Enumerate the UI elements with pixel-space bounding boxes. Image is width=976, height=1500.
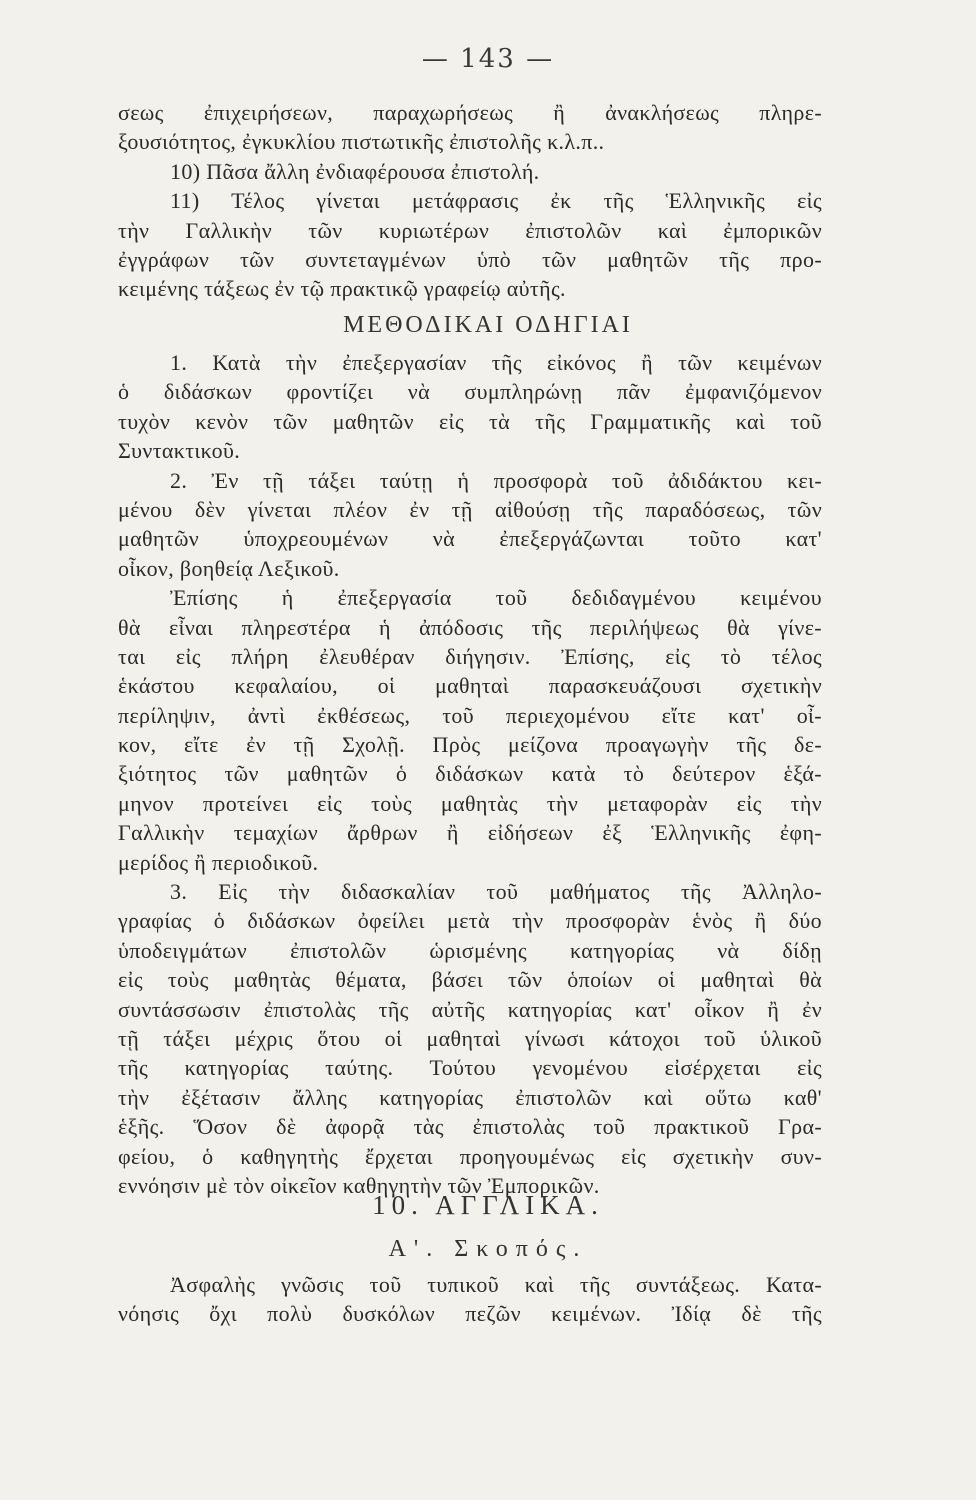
- text-line: ξουσιότητος, ἐγκυκλίου πιστωτικῆς ἐπιστολῆς κ.λ.π..: [118, 129, 605, 155]
- text-line: τῆς κατηγορίας ταύτης. Τούτου γενομένου εἰσέρχεται εἰς: [118, 1055, 822, 1081]
- text-line: ὑποδειγμάτων ἐπιστολῶν ὡρισμένης κατηγορίας νὰ δίδῃ: [118, 937, 822, 963]
- text-line: Ἀσφαλὴς γνῶσις τοῦ τυπικοῦ καὶ τῆς συντάξεως. Κατα-: [170, 1272, 822, 1297]
- text-line: κειμένης τάξεως ἐν τῷ πρακτικῷ γραφείῳ αὐτῆς.: [118, 276, 566, 302]
- text-line: τὴν Γαλλικὴν τῶν κυριωτέρων ἐπιστολῶν καὶ ἐμπορικῶν: [118, 217, 822, 243]
- text-line: μένου δὲν γίνεται πλέον ἐν τῇ αἰθούσῃ τῆς παραδόσεως, τῶν: [118, 496, 822, 522]
- page-number: — 143 —: [421, 44, 555, 74]
- text-line: Γαλλικὴν τεμαχίων ἄρθρων ἢ εἰδήσεων ἐξ Ἑλληνικῆς ἐφη-: [118, 820, 822, 846]
- text-line: τῇ τάξει μέχρις ὅτου οἱ μαθηταὶ γίνωσι κάτοχοι τοῦ ὑλικοῦ: [118, 1025, 822, 1051]
- text-line: τὴν ἐξέτασιν ἄλλης κατηγορίας ἐπιστολῶν καὶ οὕτω καθ': [118, 1084, 822, 1110]
- text-line: Συντακτικοῦ.: [118, 438, 241, 464]
- text-line: νόησις ὄχι πολὺ δυσκόλων πεζῶν κειμένων. Ἰδίᾳ δὲ τῆς: [118, 1301, 822, 1327]
- text-line: θὰ εἶναι πληρεστέρα ἡ ἀπόδοσις τῆς περιλήψεως θὰ γίνε-: [118, 614, 822, 640]
- text-line: ἑκάστου κεφαλαίου, οἱ μαθηταὶ παρασκευάζουσι σχετικὴν: [118, 673, 822, 699]
- text-line: σεως ἐπιχειρήσεων, παραχωρήσεως ἢ ἀνακλήσεως πληρε-: [118, 100, 822, 125]
- text-block-intro: [118, 98, 822, 304]
- text-line: μερίδος ἢ περιοδικοῦ.: [118, 849, 319, 875]
- text-line: ται εἰς πλήρη ἐλευθέραν διήγησιν. Ἐπίσης, εἰς τὸ τέλος: [118, 643, 822, 669]
- text-line: γραφίας ὁ διδάσκων ὀφείλει μετὰ τὴν προσφορὰν ἑνὸς ἢ δύο: [118, 908, 822, 934]
- heading-methods: ΜΕΘΟΔΙΚΑΙ ΟΔΗΓΙΑΙ: [343, 312, 633, 338]
- text-line: ὁ διδάσκων φροντίζει νὰ συμπληρώνῃ πᾶν ἐμφανιζόμενον: [118, 379, 822, 405]
- text-line: οἶκον, βοηθείᾳ Λεξικοῦ.: [118, 555, 340, 581]
- text-line: εννόησιν μὲ τὸν οἰκεῖον καθηγητὴν τῶν Ἐμπορικῶν.: [118, 1172, 600, 1198]
- text-line: ἑξῆς. Ὅσον δὲ ἀφορᾷ τὰς ἐπιστολὰς τοῦ πρακτικοῦ Γρα-: [118, 1114, 822, 1140]
- text-line: ἐγγράφων τῶν συντεταγμένων ὑπὸ τῶν μαθητῶν τῆς προ-: [118, 246, 822, 272]
- text-line: φείου, ὁ καθηγητὴς ἔρχεται προηγουμένως εἰς σχετικὴν συν-: [118, 1143, 822, 1169]
- text-block-methods: [118, 348, 822, 1200]
- text-line: συντάσσωσιν ἐπιστολὰς τῆς αὐτῆς κατηγορίας κατ' οἶκον ἢ ἐν: [118, 996, 822, 1022]
- text-line: ξιότητος τῶν μαθητῶν ὁ διδάσκων κατὰ τὸ δεύτερον ἑξά-: [118, 761, 822, 787]
- text-line: 1. Κατὰ τὴν ἐπεξεργασίαν τῆς εἰκόνος ἢ τῶν κειμένων: [170, 350, 822, 375]
- text-line: 2. Ἐν τῇ τάξει ταύτῃ ἡ προσφορὰ τοῦ ἀδιδάκτου κει-: [170, 467, 822, 493]
- text-line: Ἐπίσης ἡ ἐπεξεργασία τοῦ δεδιδαγμένου κειμένου: [170, 585, 822, 611]
- text-line: 3. Εἰς τὴν διδασκαλίαν τοῦ μαθήματος τῆς Ἀλληλο-: [170, 879, 822, 905]
- text-line: μαθητῶν ὑποχρεουμένων νὰ ἐπεξεργάζωνται τοῦτο κατ': [118, 526, 822, 552]
- text-line: μηνον προτείνει εἰς τοὺς μαθητὰς τὴν μεταφορὰν εἰς τὴν: [118, 790, 822, 816]
- text-line: 11) Τέλος γίνεται μετάφρασις ἐκ τῆς Ἑλληνικῆς εἰς: [170, 188, 822, 214]
- text-block-english: [118, 1270, 822, 1329]
- heading-subsection: Α'. Σκοπός.: [388, 1236, 588, 1262]
- text-line: 10) Πᾶσα ἄλλη ἐνδιαφέρουσα ἐπιστολή.: [170, 158, 540, 184]
- text-line: τυχὸν κενὸν τῶν μαθητῶν εἰς τὰ τῆς Γραμματικῆς καὶ τοῦ: [118, 408, 822, 434]
- text-line: περίληψιν, ἀντὶ ἐκθέσεως, τοῦ περιεχομένου εἴτε κατ' οἶ-: [118, 702, 822, 728]
- text-line: εἰς τοὺς μαθητὰς θέματα, βάσει τῶν ὁποίων οἱ μαθηταὶ θὰ: [118, 967, 822, 993]
- text-line: κον, εἴτε ἐν τῇ Σχολῇ. Πρὸς μείζονα προαγωγὴν τῆς δε-: [118, 732, 822, 758]
- heading-section: 10. ΑΓΓΛΙΚΑ.: [372, 1190, 604, 1220]
